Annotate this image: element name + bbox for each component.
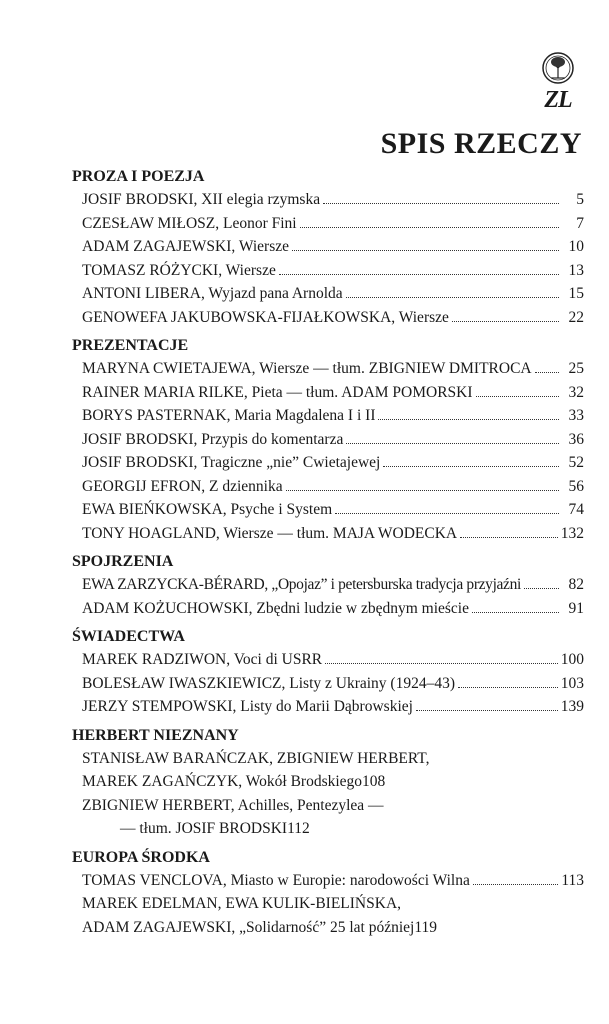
- contents-list: [72, 166, 584, 945]
- dot-leader: [383, 465, 559, 467]
- page-title: SPIS RZECZY: [380, 127, 582, 160]
- entry-title: MARYNA CWIETAJEWA, Wiersze — tłum. ZBIGNIEW DMITROCA: [82, 360, 532, 377]
- page-number: 112: [287, 820, 310, 837]
- dot-leader: [460, 536, 558, 538]
- dot-leader: [325, 662, 558, 664]
- entry-title: TOMASZ RÓŻYCKI, Wiersze: [82, 261, 276, 279]
- entry-title: ADAM ZAGAJEWSKI, „Solidarność” 25 lat później: [82, 918, 415, 936]
- entry-title: GENOWEFA JAKUBOWSKA-FIJAŁKOWSKA, Wiersze: [82, 308, 449, 326]
- toc-entry[interactable]: [72, 498, 584, 522]
- page-number: 33: [568, 407, 584, 424]
- entry-first-line: MAREK EDELMAN, EWA KULIK-BIELIŃSKA,: [82, 895, 402, 912]
- page-number: 100: [560, 651, 584, 668]
- toc-entry[interactable]: [72, 259, 584, 283]
- section-title: PROZA I POEZJA: [72, 168, 205, 185]
- toc-entry[interactable]: [72, 381, 584, 405]
- toc-entry[interactable]: [72, 648, 584, 672]
- entry-title: TONY HOAGLAND, Wiersze — tłum. MAJA WODECKA: [82, 524, 458, 542]
- toc-entry[interactable]: [72, 794, 584, 841]
- entry-title: BORYS PASTERNAK, Maria Magdalena I i II: [82, 407, 376, 424]
- entry-title: TOMAS VENCLOVA, Miasto w Europie: narodowości Wilna: [82, 871, 470, 889]
- entry-title: JOSIF BRODSKI, Tragiczne „nie” Cwietajewej: [82, 454, 381, 471]
- entry-title: JOSIF BRODSKI, Przypis do komentarza: [82, 430, 344, 448]
- tree-medallion-icon: [532, 50, 584, 90]
- entry-title: MAREK RADZIWON, Voci di USRR: [82, 651, 323, 668]
- toc-entry[interactable]: [72, 869, 584, 893]
- toc-entry[interactable]: [72, 404, 584, 428]
- page-number: 13: [568, 261, 584, 279]
- page-number: 22: [568, 308, 584, 326]
- logo-lettering: ZL: [544, 87, 572, 113]
- toc-entry[interactable]: [72, 672, 584, 696]
- page-number: 56: [568, 477, 584, 495]
- page-number: 36: [568, 430, 584, 448]
- toc-entry[interactable]: [72, 306, 584, 330]
- dot-leader: [323, 202, 559, 204]
- section-title: PREZENTACJE: [72, 337, 189, 354]
- toc-entry[interactable]: [72, 428, 584, 452]
- page-number: 113: [561, 871, 584, 889]
- page-number: 7: [576, 214, 584, 232]
- entry-title: RAINER MARIA RILKE, Pieta — tłum. ADAM POMORSKI: [82, 383, 473, 401]
- toc-section: [72, 335, 584, 545]
- page-number: 32: [568, 383, 584, 401]
- page-number: 119: [414, 918, 438, 936]
- entry-title: ADAM ZAGAJEWSKI, Wiersze: [82, 238, 290, 255]
- page-number: 103: [560, 674, 584, 692]
- dot-leader: [472, 611, 559, 613]
- page-number: 91: [568, 599, 584, 617]
- entry-title: BOLESŁAW IWASZKIEWICZ, Listy z Ukrainy (1924–43): [82, 674, 455, 692]
- toc-section: [72, 551, 584, 620]
- entry-second-line: [82, 817, 584, 841]
- entry-title: ADAM KOŻUCHOWSKI, Zbędni ludzie w zbędnym mieście: [82, 599, 469, 617]
- entry-title: EWA ZARZYCKA-BÉRARD, „Opojaz” i petersburska tradycja przyjaźni: [82, 576, 521, 593]
- dot-leader: [535, 371, 559, 373]
- dot-leader: [300, 226, 559, 228]
- toc-entry[interactable]: [72, 188, 584, 212]
- page-number: 108: [362, 773, 386, 790]
- entry-second-line: [82, 916, 584, 940]
- page-number: 82: [568, 576, 584, 593]
- dot-leader: [346, 442, 559, 444]
- toc-section: [72, 166, 584, 329]
- toc-entry[interactable]: [72, 892, 584, 939]
- page-number: 52: [568, 454, 584, 471]
- dot-leader: [378, 418, 559, 420]
- dot-leader: [416, 709, 558, 711]
- entry-first-line: ZBIGNIEW HERBERT, Achilles, Pentezylea —: [82, 796, 384, 814]
- section-title: EUROPA ŚRODKA: [72, 848, 210, 866]
- toc-entry[interactable]: [72, 695, 584, 719]
- toc-section: [72, 626, 584, 719]
- toc-entry[interactable]: [72, 235, 584, 259]
- section-title: ŚWIADECTWA: [72, 628, 185, 645]
- dot-leader: [292, 249, 559, 251]
- section-title: SPOJRZENIA: [72, 553, 174, 570]
- page-number: 15: [568, 285, 584, 302]
- entry-title: CZESŁAW MIŁOSZ, Leonor Fini: [82, 214, 297, 232]
- dot-leader: [286, 489, 559, 491]
- dot-leader: [524, 587, 559, 589]
- entry-title: MAREK ZAGAŃCZYK, Wokół Brodskiego: [82, 773, 363, 790]
- dot-leader: [458, 686, 558, 688]
- entry-second-line: [82, 770, 584, 794]
- toc-entry[interactable]: [72, 573, 584, 597]
- toc-entry[interactable]: [72, 357, 584, 381]
- toc-entry[interactable]: [72, 597, 584, 621]
- entry-first-line: STANISŁAW BARAŃCZAK, ZBIGNIEW HERBERT,: [82, 749, 430, 767]
- dot-leader: [335, 512, 559, 514]
- publisher-logo: [532, 50, 584, 120]
- page-number: 139: [560, 698, 584, 715]
- page-number: 10: [568, 238, 584, 255]
- toc-section: [72, 847, 584, 940]
- toc-entry[interactable]: [72, 475, 584, 499]
- page-number: 132: [560, 524, 584, 542]
- toc-entry[interactable]: [72, 522, 584, 546]
- page-number: 5: [576, 191, 584, 208]
- toc-entry[interactable]: [72, 282, 584, 306]
- page-number: 74: [568, 501, 584, 518]
- entry-title: JOSIF BRODSKI, XII elegia rzymska: [82, 191, 321, 208]
- entry-title: JERZY STEMPOWSKI, Listy do Marii Dąbrowskiej: [82, 698, 413, 715]
- dot-leader: [452, 320, 559, 322]
- dot-leader: [473, 883, 558, 885]
- toc-entry[interactable]: [72, 212, 584, 236]
- dot-leader: [279, 273, 559, 275]
- entry-title: ANTONI LIBERA, Wyjazd pana Arnolda: [82, 285, 343, 302]
- dot-leader: [476, 395, 559, 397]
- toc-section: [72, 725, 584, 841]
- entry-title: EWA BIEŃKOWSKA, Psyche i System: [82, 501, 333, 518]
- dot-leader: [346, 296, 559, 298]
- toc-entry[interactable]: [72, 451, 584, 475]
- toc-entry[interactable]: [72, 747, 584, 794]
- page-number: 25: [568, 360, 584, 377]
- entry-title: — tłum. JOSIF BRODSKI: [120, 820, 288, 837]
- entry-title: GEORGIJ EFRON, Z dziennika: [82, 477, 283, 495]
- section-title: HERBERT NIEZNANY: [72, 726, 239, 744]
